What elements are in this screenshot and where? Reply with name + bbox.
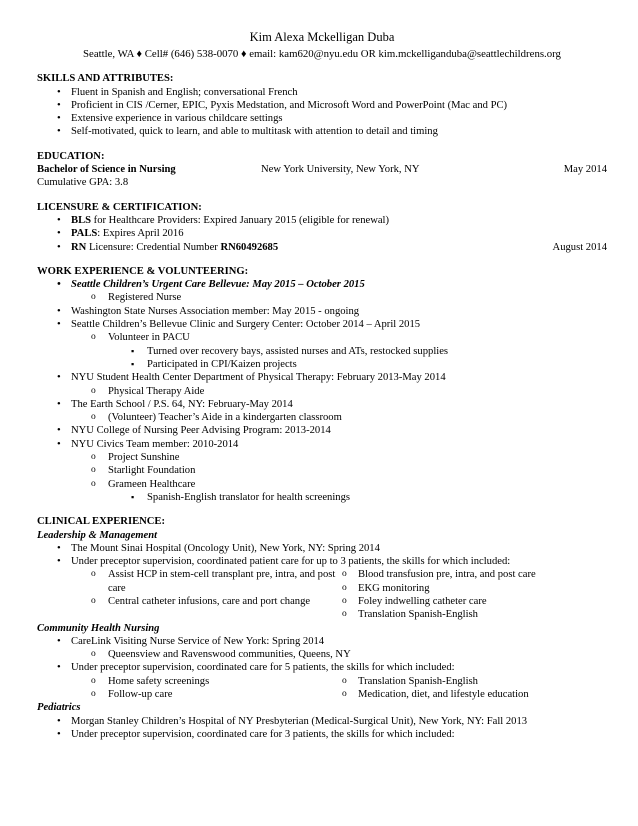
graduation-date: May 2014 [563, 164, 607, 176]
skill-item: o Translation Spanish-English [342, 675, 607, 688]
list-item: o (Volunteer) Teacher’s Aide in a kindergarten classroom [37, 411, 607, 424]
list-item: o Grameen Healthcare [37, 478, 607, 491]
list-item: • The Earth School / P.S. 64, NY: February-May 2014 [37, 398, 607, 411]
list-item [37, 214, 607, 227]
skills-column-left [37, 568, 342, 621]
pediatrics-title: Pediatrics [37, 702, 81, 714]
list-item [37, 241, 607, 254]
rn-number: RN60492685 [220, 241, 279, 253]
pals-text: : Expires April 2016 [97, 228, 184, 240]
list-item: • Seattle Children’s Bellevue Clinic and Surgery Center: October 2014 – April 2015 [37, 318, 607, 331]
clinical-section [37, 515, 607, 741]
skills-column-right [342, 568, 607, 621]
list-item: • CareLink Visiting Nurse Service of New York: Spring 2014 [37, 635, 607, 648]
list-item: • The Mount Sinai Hospital (Oncology Unit), New York, NY: Spring 2014 [37, 542, 607, 555]
rn-text: Licensure: Credential Number [86, 241, 221, 253]
list-item: • NYU College of Nursing Peer Advising Program: 2013-2014 [37, 424, 607, 437]
list-item: • Morgan Stanley Children’s Hospital of NY Presbyterian (Medical-Surgical Unit), New York, NY: Fall 2013 [37, 715, 607, 728]
resume-page [37, 30, 607, 741]
list-item: • Self-motivated, quick to learn, and able to multitask with attention to detail and timing [37, 125, 607, 138]
list-item: ▪ Participated in CPI/Kaizen projects [37, 358, 607, 371]
list-item: • NYU Civics Team member: 2010-2014 [37, 438, 607, 451]
leadership-title: Leadership & Management [37, 529, 158, 541]
school: New York University, New York, NY [261, 164, 420, 176]
skills-column-right [342, 675, 607, 702]
skill-item: o EKG monitoring [342, 582, 607, 595]
contact-line: Seattle, WA ♦ Cell# (646) 538-0070 ♦ email: kam620@nyu.edu OR kim.mckelliganduba@seattlechildrens.org [83, 48, 561, 60]
skills-column-left [37, 675, 342, 702]
list-item: o Starlight Foundation [37, 464, 607, 477]
rn-date: August 2014 [552, 241, 607, 253]
work-section [37, 265, 607, 504]
leadership-skills [37, 568, 607, 621]
skills-heading: SKILLS AND ATTRIBUTES: [37, 73, 174, 85]
community-title: Community Health Nursing [37, 622, 160, 634]
list-item: • Washington State Nurses Association member: May 2015 - ongoing [37, 305, 607, 318]
pals-label: PALS [71, 228, 98, 240]
list-item: ▪ Turned over recovery bays, assisted nurses and ATs, restocked supplies [37, 345, 607, 358]
list-item: • Under preceptor supervision, coordinated patient care for up to 3 patients, the skills for which included: [37, 555, 607, 568]
list-item: • Extensive experience in various childcare settings [37, 112, 607, 125]
list-item: • Under preceptor supervision, coordinated care for 3 patients, the skills for which included: [37, 728, 607, 741]
leadership-list [37, 542, 607, 569]
list-item: ▪ Spanish-English translator for health screenings [37, 491, 607, 504]
clinical-heading: CLINICAL EXPERIENCE: [37, 516, 166, 528]
list-item: • Fluent in Spanish and English; conversational French [37, 86, 607, 99]
candidate-name: Kim Alexa Mckelligan Duba [249, 30, 395, 44]
pediatrics-list [37, 715, 607, 742]
education-row [37, 163, 607, 176]
list-item: o Project Sunshine [37, 451, 607, 464]
skill-item: o Central catheter infusions, care and port change [37, 595, 342, 608]
skill-item: o Foley indwelling catheter care [342, 595, 607, 608]
bls-text: for Healthcare Providers: Expired January 2015 (eligible for renewal) [91, 214, 390, 226]
skills-section [37, 72, 607, 138]
skill-item: o Follow-up care [37, 688, 342, 701]
list-item: o Physical Therapy Aide [37, 385, 607, 398]
skills-list [37, 86, 607, 139]
skill-item: o Blood transfusion pre, intra, and post care [342, 568, 607, 581]
skill-item: o Translation Spanish-English [342, 608, 607, 621]
licensure-heading: LICENSURE & CERTIFICATION: [37, 201, 202, 213]
skill-item: o Home safety screenings [37, 675, 342, 688]
skill-item: o Assist HCP in stem-cell transplant pre, intra, and post care [37, 568, 342, 595]
list-item: o Volunteer in PACU [37, 331, 607, 344]
work-list [37, 278, 607, 504]
work-heading: WORK EXPERIENCE & VOLUNTEERING: [37, 265, 249, 277]
education-section [37, 150, 607, 190]
education-heading: EDUCATION: [37, 150, 105, 162]
licensure-list [37, 214, 607, 254]
gpa: Cumulative GPA: 3.8 [37, 177, 129, 189]
skill-item: o Medication, diet, and lifestyle education [342, 688, 607, 701]
bls-label: BLS [71, 214, 92, 226]
list-item: o Registered Nurse [37, 291, 607, 304]
rn-label: RN [71, 241, 87, 253]
list-item [37, 227, 607, 240]
list-item: o Queensview and Ravenswood communities, Queens, NY [37, 648, 607, 661]
community-list [37, 635, 607, 675]
community-skills [37, 675, 607, 702]
degree: Bachelor of Science in Nursing [37, 164, 176, 176]
list-item: • NYU Student Health Center Department of Physical Therapy: February 2013-May 2014 [37, 371, 607, 384]
list-item: • Proficient in CIS /Cerner, EPIC, Pyxis Medstation, and Microsoft Word and PowerPoint (Mac and PC) [37, 99, 607, 112]
list-item: • Under preceptor supervision, coordinated care for 5 patients, the skills for which included: [37, 661, 607, 674]
list-item: • Seattle Children’s Urgent Care Bellevue: May 2015 – October 2015 [37, 278, 607, 291]
licensure-section [37, 201, 607, 254]
